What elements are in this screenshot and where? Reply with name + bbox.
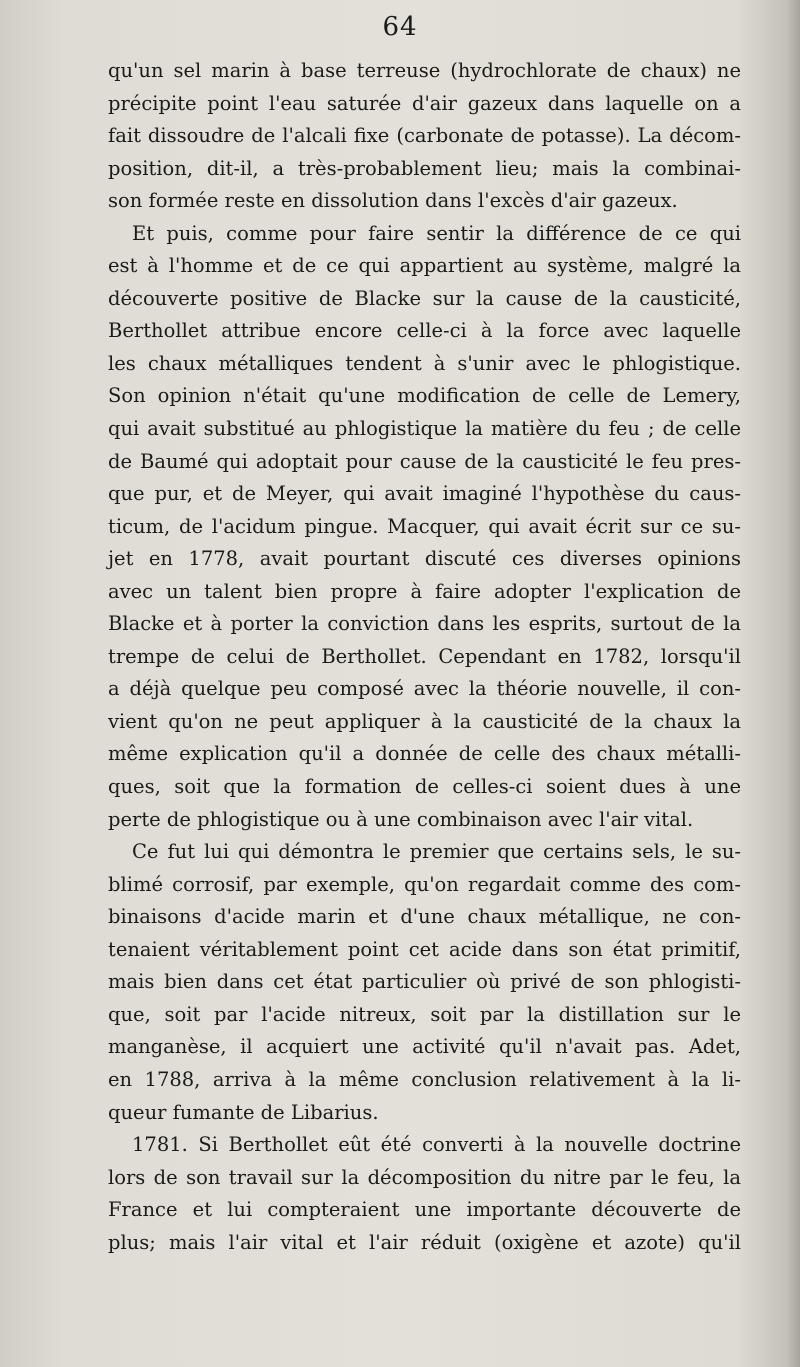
text-line: a déjà quelque peu composé avec la théorie nouvelle, il con- bbox=[108, 677, 741, 701]
text-line: mais bien dans cet état particulier où privé de son phlogisti- bbox=[108, 970, 741, 994]
text-line: qu'un sel marin à base terreuse (hydrochlorate de chaux) ne bbox=[108, 59, 741, 82]
text-line: est à l'homme et de ce qui appartient au système, malgré la bbox=[108, 254, 741, 278]
text-line: Son opinion n'était qu'une modification de celle de Lemery, bbox=[108, 384, 741, 408]
text-line: tenaient véritablement point cet acide dans son état primitif, bbox=[108, 937, 741, 961]
text-line: lors de son travail sur la décomposition du nitre par le feu, la bbox=[108, 1165, 741, 1189]
text-line: Et puis, comme pour faire sentir la différence de ce qui bbox=[132, 221, 741, 245]
text-line: découverte positive de Blacke sur la cause de la causticité, bbox=[108, 286, 741, 310]
text-line: ticum, de l'acidum pingue. Macquer, qui avait écrit sur ce su- bbox=[108, 514, 741, 538]
text-line: binaisons d'acide marin et d'une chaux métallique, ne con- bbox=[108, 905, 741, 929]
body-text bbox=[108, 55, 741, 1259]
text-line: manganèse, il acquiert une activité qu'il n'avait pas. Adet, bbox=[108, 1035, 741, 1059]
text-line: fait dissoudre de l'alcali fixe (carbonate de potasse). La décom- bbox=[108, 124, 741, 148]
page-edge-shadow bbox=[786, 0, 800, 1367]
text-line: queur fumante de Libarius. bbox=[108, 1100, 379, 1124]
text-line: vient qu'on ne peut appliquer à la causticité de la chaux la bbox=[108, 709, 741, 733]
text-line: qui avait substitué au phlogistique la matière du feu ; de celle bbox=[108, 417, 741, 441]
text-line: Berthollet attribue encore celle-ci à la force avec laquelle bbox=[108, 319, 741, 343]
text-line: ques, soit que la formation de celles-ci soient dues à une bbox=[108, 775, 741, 799]
page-number: 64 bbox=[382, 12, 418, 42]
text-line: précipite point l'eau saturée d'air gazeux dans laquelle on a bbox=[108, 91, 741, 115]
text-line: position, dit-il, a très-probablement lieu; mais la combinai- bbox=[108, 156, 741, 180]
text-line: blimé corrosif, par exemple, qu'on regardait comme des com- bbox=[108, 872, 741, 896]
text-line: Blacke et à porter la conviction dans les esprits, surtout de la bbox=[108, 612, 741, 636]
text-line: en 1788, arriva à la même conclusion relativement à la li- bbox=[108, 1067, 741, 1091]
text-line: les chaux métalliques tendent à s'unir avec le phlogistique. bbox=[108, 351, 741, 375]
text-line: que, soit par l'acide nitreux, soit par la distillation sur le bbox=[108, 1002, 741, 1026]
text-line: France et lui compteraient une importante découverte de bbox=[108, 1198, 741, 1222]
text-line: que pur, et de Meyer, qui avait imaginé l'hypothèse du caus- bbox=[108, 482, 741, 506]
text-line: trempe de celui de Berthollet. Cependant en 1782, lorsqu'il bbox=[108, 644, 741, 668]
text-line: Ce fut lui qui démontra le premier que certains sels, le su- bbox=[132, 840, 741, 864]
text-line: perte de phlogistique ou à une combinaison avec l'air vital. bbox=[108, 807, 694, 831]
text-line: avec un talent bien propre à faire adopter l'explication de bbox=[108, 579, 741, 603]
text-line: même explication qu'il a donnée de celle des chaux métalli- bbox=[108, 742, 741, 766]
text-line: jet en 1778, avait pourtant discuté ces diverses opinions bbox=[108, 547, 741, 571]
text-line: son formée reste en dissolution dans l'excès d'air gazeux. bbox=[108, 189, 678, 213]
text-line: plus; mais l'air vital et l'air réduit (oxigène et azote) qu'il bbox=[108, 1230, 741, 1254]
text-line: de Baumé qui adoptait pour cause de la causticité le feu pres- bbox=[108, 449, 741, 473]
text-line: 1781. Si Berthollet eût été converti à la nouvelle doctrine bbox=[132, 1133, 741, 1157]
